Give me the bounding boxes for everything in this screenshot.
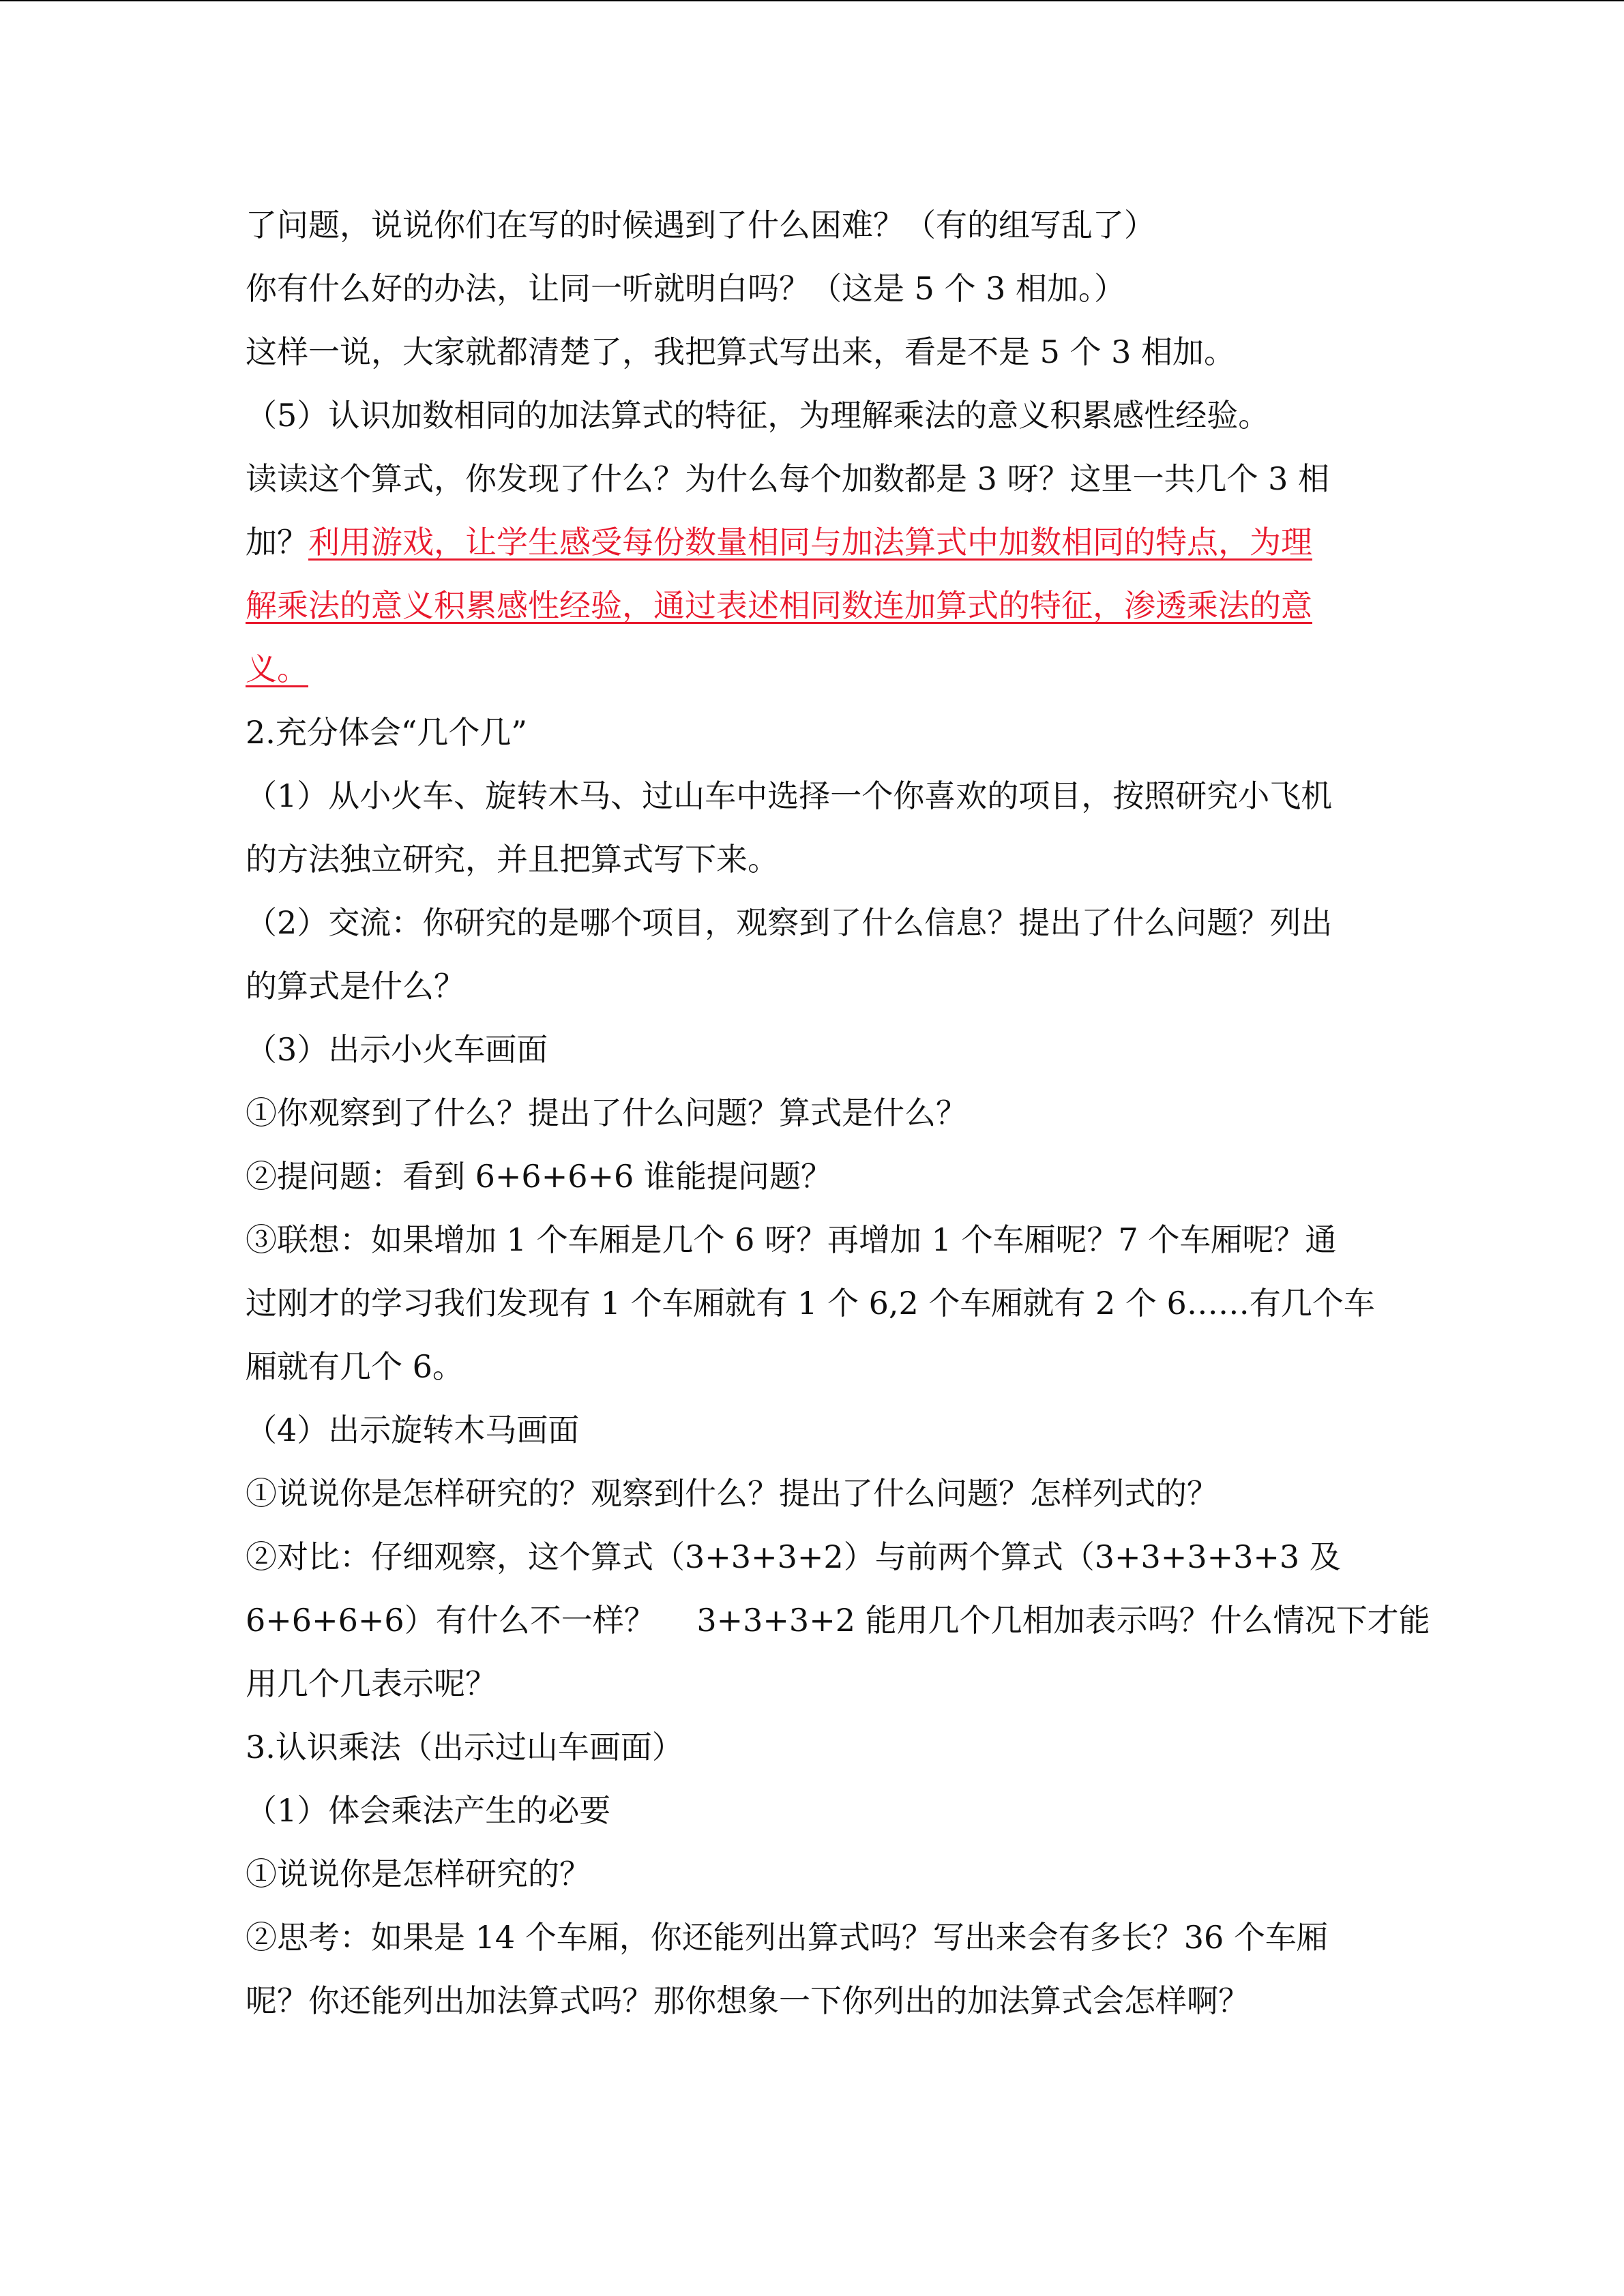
text-line-16: ②提问题：看到 6+6+6+6 谁能提问题？ (246, 1158, 832, 1195)
text-line-14: （3）出示小火车画面 (246, 1031, 548, 1068)
text-line-10: （1）从小火车、旋转木马、过山车中选择一个你喜欢的项目，按照研究小飞机 (246, 777, 1333, 814)
highlighted-note-end: 义。 (246, 651, 308, 687)
page-top-border (0, 0, 1624, 1)
text-line-5: 读读这个算式，你发现了什么？为什么每个加数都是 3 呀？这里一共几个 3 相 (246, 460, 1330, 497)
text-line-24: 用几个几表示呢？ (246, 1665, 497, 1702)
text-line-11: 的方法独立研究，并且把算式写下来。 (246, 841, 779, 878)
section-heading-3: 3.认识乘法（出示过山车画面） (246, 1729, 683, 1765)
text-line-1: 了问题，说说你们在写的时候遇到了什么困难？（有的组写乱了） (246, 207, 1155, 243)
text-line-26: （1）体会乘法产生的必要 (246, 1792, 611, 1829)
text-line-17: ③联想：如果增加 1 个车厢是几个 6 呀？再增加 1 个车厢呢？7 个车厢呢？通 (246, 1221, 1337, 1258)
highlighted-note-start: 利用游戏，让学生感受每份数量相同与加法算式中加数相同的特点，为理 (308, 524, 1312, 561)
text-line-15: ①你观察到了什么？提出了什么问题？算式是什么？ (246, 1094, 967, 1131)
text-line-18: 过刚才的学习我们发现有 1 个车厢就有 1 个 6,2 个车厢就有 2 个 6……有几个车 (246, 1285, 1375, 1322)
text-line-27: ①说说你是怎样研究的？ (246, 1855, 591, 1892)
text-line-20: （4）出示旋转木马画面 (246, 1412, 580, 1448)
text-line-3: 这样一说，大家就都清楚了，我把算式写出来，看是不是 5 个 3 相加。 (246, 333, 1236, 370)
text-line-28: ②思考：如果是 14 个车厢，你还能列出算式吗？写出来会有多长？36 个车厢 (246, 1919, 1328, 1956)
section-heading-2: 2.充分体会“几个几” (246, 714, 527, 751)
text-line-21: ①说说你是怎样研究的？观察到什么？提出了什么问题？怎样列式的？ (246, 1475, 1218, 1512)
text-line-13: 的算式是什么？ (246, 968, 465, 1004)
text-line-4: （5）认识加数相同的加法算式的特征，为理解乘法的意义积累感性经验。 (246, 397, 1270, 434)
text-line-2: 你有什么好的办法，让同一听就明白吗？（这是 5 个 3 相加。） (246, 270, 1126, 307)
text-line-6-plain: 加？ (246, 524, 308, 561)
highlighted-note-continued: 解乘法的意义积累感性经验，通过表述相同数连加算式的特征，渗透乘法的意 (246, 587, 1312, 624)
text-line-8 (246, 648, 1381, 689)
text-line-6 (246, 522, 1381, 563)
text-line-12: （2）交流：你研究的是哪个项目，观察到了什么信息？提出了什么问题？列出 (246, 904, 1333, 941)
text-line-29: 呢？你还能列出加法算式吗？那你想象一下你列出的加法算式会怎样啊？ (246, 1982, 1250, 2019)
text-line-23: 6+6+6+6）有什么不一样？ 3+3+3+2 能用几个几相加表示吗？什么情况下才能 (246, 1602, 1430, 1639)
text-line-22: ②对比：仔细观察，这个算式（3+3+3+2）与前两个算式（3+3+3+3+3 及 (246, 1538, 1341, 1575)
text-line-19: 厢就有几个 6。 (246, 1348, 464, 1385)
